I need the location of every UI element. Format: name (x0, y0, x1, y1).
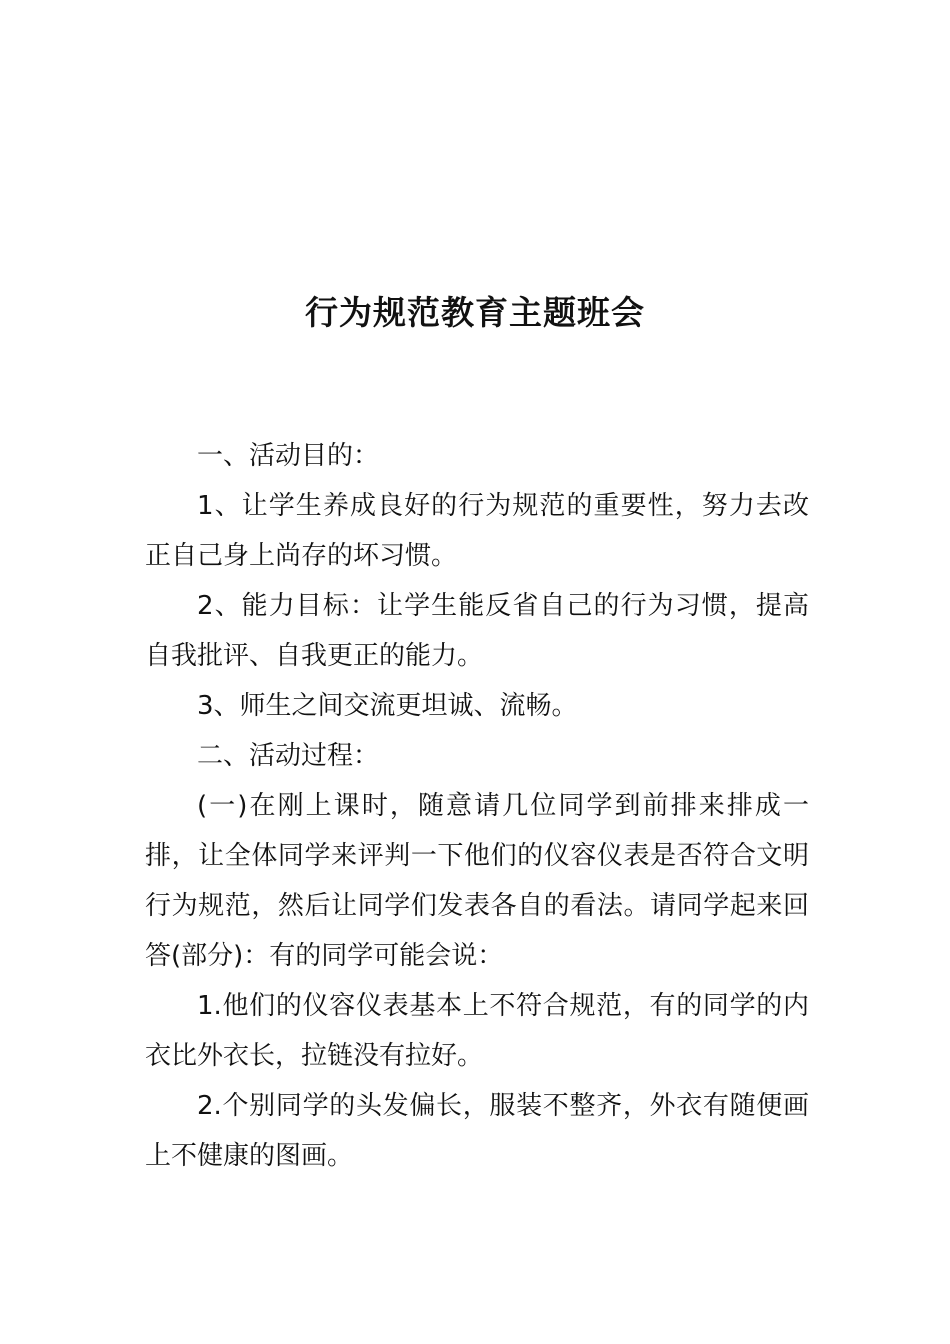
process-step-1: (一)在刚上课时，随意请几位同学到前排来排成一排，让全体同学来评判一下他们的仪容仪表是否符合文明行为规范，然后让同学们发表各自的看法。请同学起来回答(部分)：有的同学可能会说： (145, 791, 809, 971)
section-heading-process: 二、活动过程： (197, 741, 380, 771)
student-answer-1: 1.他们的仪容仪表基本上不符合规范，有的同学的内衣比外衣长，拉链没有拉好。 (145, 991, 809, 1071)
section-heading-goals: 一、活动目的： (197, 441, 380, 471)
document-title: 行为规范教育主题班会 (305, 293, 645, 332)
goal-item-3: 3、师生之间交流更坦诚、流畅。 (197, 691, 578, 721)
student-answer-2: 2.个别同学的头发偏长，服装不整齐，外衣有随便画上不健康的图画。 (145, 1091, 809, 1171)
goal-item-1: 1、让学生养成良好的行为规范的重要性，努力去改正自己身上尚存的坏习惯。 (145, 491, 809, 571)
goal-item-2: 2、能力目标：让学生能反省自己的行为习惯，提高自我批评、自我更正的能力。 (145, 591, 809, 671)
document-body (145, 431, 809, 1181)
